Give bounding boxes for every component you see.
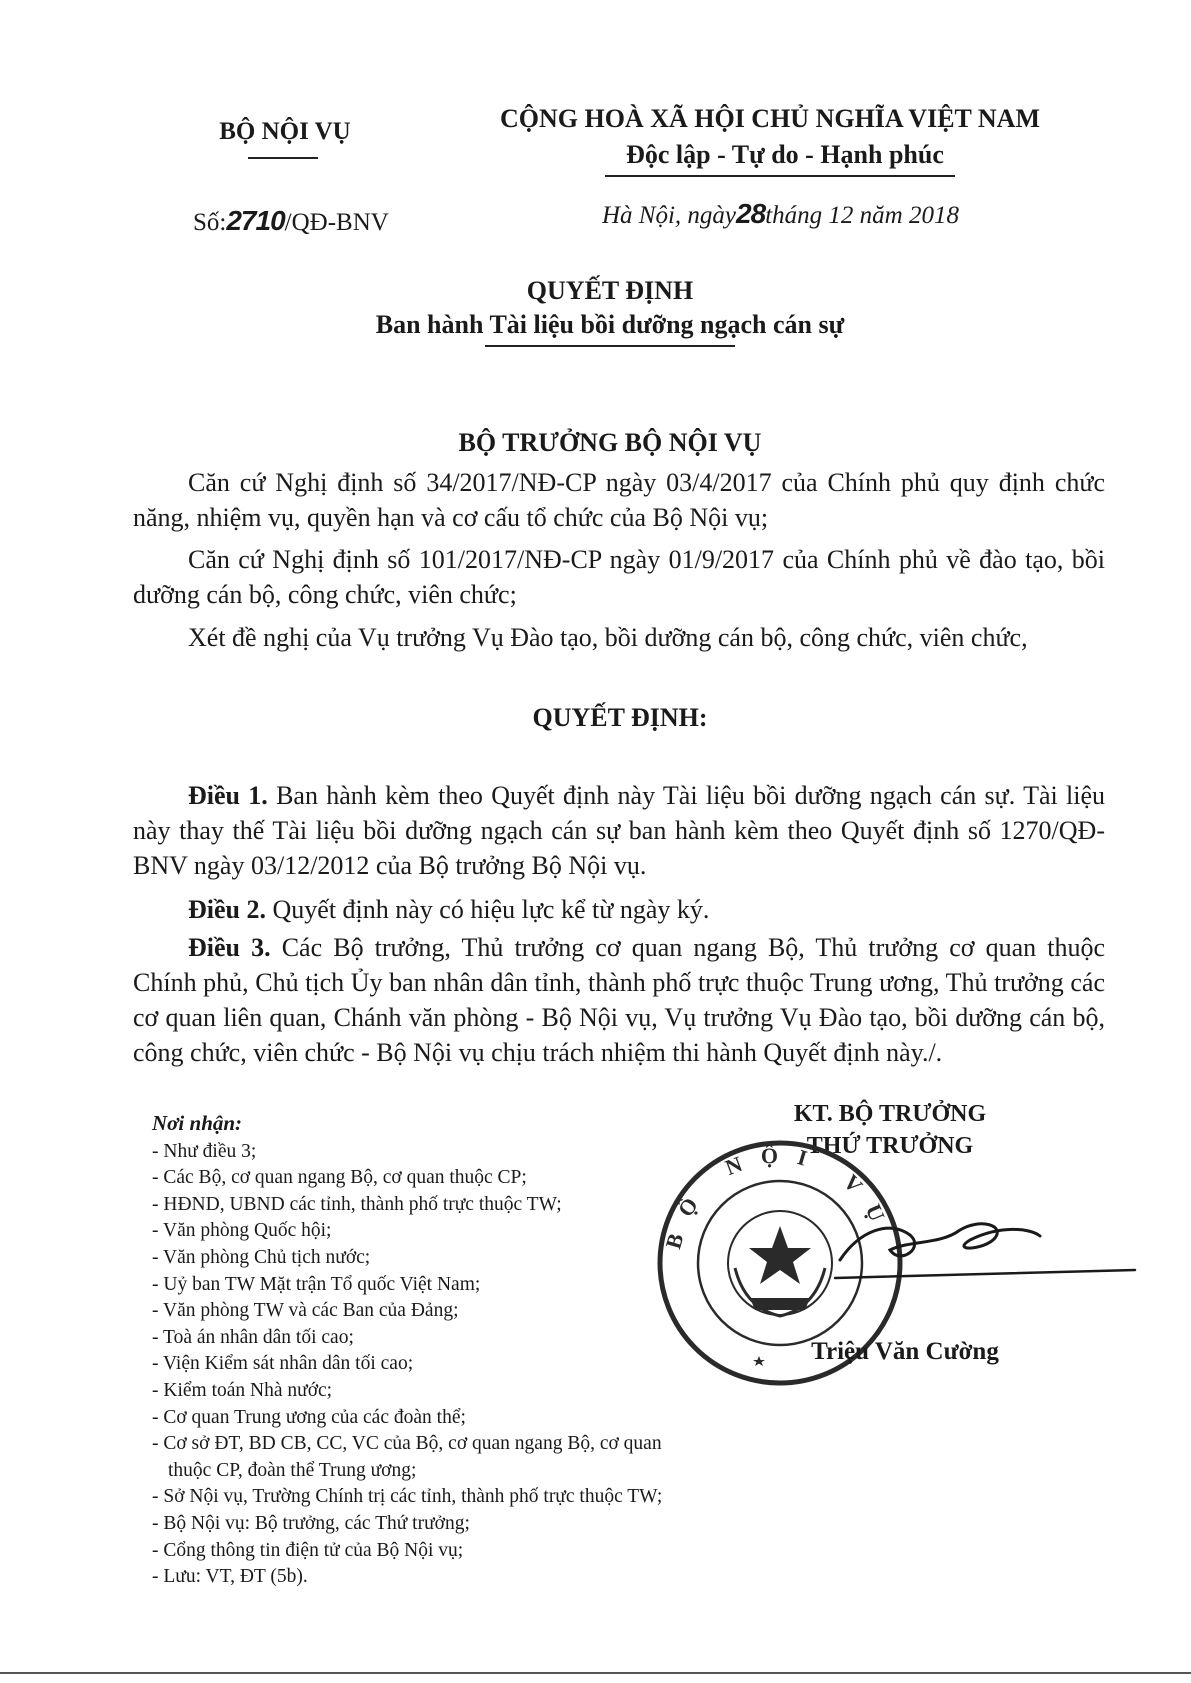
document-subtitle: Ban hành Tài liệu bồi dưỡng ngạch cán sự [375, 310, 845, 339]
recipient-item: - Cổng thông tin điện tử của Bộ Nội vụ; [152, 1539, 464, 1561]
agency-underline [248, 157, 318, 159]
preamble-paragraph [133, 542, 1105, 612]
preamble-text: Xét đề nghị của Vụ trưởng Vụ Đào tạo, bồi dưỡng cán bộ, công chức, viên chức, [188, 623, 1028, 652]
signature-title-line2: THỨ TRƯỞNG [806, 1133, 974, 1159]
preamble-paragraph [133, 620, 1105, 655]
signer-name: Triệu Văn Cường [811, 1338, 999, 1365]
preamble-text: Căn cứ Nghị định số 34/2017/NĐ-CP ngày 03/4/2017 của Chính phủ quy định chức năng, nhiệm vụ, quyền hạn và cơ cấu tổ chức của Bộ Nội vụ; [133, 468, 1105, 532]
place-and-date [602, 198, 959, 230]
article-text: Ban hành kèm theo Quyết định này Tài liệu bồi dưỡng ngạch cán sự. Tài liệu này thay thế Tài liệu bồi dưỡng ngạch cán sự ban hành kèm theo Quyết định số 1270/QĐ-BNV ngày 03/12/2012 của Bộ trưởng Bộ Nội vụ. [133, 781, 1106, 880]
issuing-authority: BỘ TRƯỞNG BỘ NỘI VỤ [458, 428, 762, 457]
article-text: Quyết định này có hiệu lực kể từ ngày ký. [266, 895, 710, 924]
article-label: Điều 1. [188, 781, 268, 810]
scan-edge-line [0, 1672, 1191, 1674]
place-date-day: 28 [736, 198, 766, 229]
article-label: Điều 3. [188, 933, 271, 962]
preamble-paragraph [133, 465, 1105, 535]
place-date-prefix: Hà Nội, ngày [602, 202, 737, 229]
recipients-list [152, 1139, 672, 1591]
recipients-block [152, 1110, 672, 1591]
recipient-item: - Bộ Nội vụ: Bộ trưởng, các Thứ trưởng; [152, 1512, 470, 1534]
recipient-item: - Như điều 3; [152, 1140, 257, 1162]
national-motto: Độc lập - Tự do - Hạnh phúc [626, 140, 944, 169]
handwritten-signature-icon [830, 1190, 1140, 1300]
document-number [193, 205, 389, 237]
place-date-suffix: tháng 12 năm 2018 [765, 202, 959, 229]
recipient-item: - Văn phòng Chủ tịch nước; [152, 1246, 371, 1268]
recipient-item: - Các Bộ, cơ quan ngang Bộ, cơ quan thuộc CP; [152, 1167, 527, 1189]
recipient-item: - Cơ sở ĐT, BD CB, CC, VC của Bộ, cơ quan ngang Bộ, cơ quan thuộc CP, đoàn thể Trung ương; [152, 1433, 662, 1481]
doc-number-suffix: /QĐ-BNV [284, 209, 389, 236]
recipient-item: - Lưu: VT, ĐT (5b). [152, 1566, 308, 1588]
article-label: Điều 2. [188, 895, 266, 924]
document-title: QUYẾT ĐỊNH [526, 276, 694, 305]
national-title: CỘNG HOÀ XÃ HỘI CHỦ NGHĨA VIỆT NAM [499, 104, 1041, 133]
recipients-title: Nơi nhận: [152, 1111, 243, 1135]
recipient-item: - Văn phòng Quốc hội; [152, 1220, 332, 1242]
subtitle-underline [485, 345, 735, 347]
signature-title-line1: KT. BỘ TRƯỞNG [793, 1101, 987, 1127]
decision-heading: QUYẾT ĐỊNH: [532, 703, 708, 732]
preamble-text: Căn cứ Nghị định số 101/2017/NĐ-CP ngày 01/9/2017 của Chính phủ về đào tạo, bồi dưỡng cán bộ, công chức, viên chức; [133, 545, 1105, 609]
article-2 [133, 892, 1105, 927]
article-text: Các Bộ trưởng, Thủ trưởng cơ quan ngang Bộ, Thủ trưởng cơ quan thuộc Chính phủ, Chủ tịch Ủy ban nhân dân tỉnh, thành phố trực thuộc Trung ương, Thủ trưởng các cơ quan liên quan, Chánh văn phòng - Bộ Nội vụ, Vụ trưởng Vụ Đào tạo, bồi dưỡng cán bộ, công chức, viên chức - Bộ Nội vụ chịu trách nhiệm thi hành Quyết định này./. [133, 933, 1106, 1067]
motto-underline [605, 175, 955, 177]
issuing-agency: BỘ NỘI VỤ [219, 118, 351, 145]
recipient-item: - Uỷ ban TW Mặt trận Tổ quốc Việt Nam; [152, 1273, 481, 1295]
svg-text:BỘ NỘI VỤ: BỘ NỘI VỤ [660, 1142, 898, 1252]
recipient-item: - Văn phòng TW và các Ban của Đảng; [152, 1300, 459, 1322]
recipient-item: - Viện Kiểm sát nhân dân tối cao; [152, 1353, 414, 1375]
recipient-item: - Kiểm toán Nhà nước; [152, 1379, 333, 1401]
recipient-item: - HĐND, UBND các tỉnh, thành phố trực thuộc TW; [152, 1193, 562, 1215]
article-1 [133, 778, 1105, 883]
article-3 [133, 930, 1105, 1070]
recipient-item: - Sở Nội vụ, Trường Chính trị các tỉnh, thành phố trực thuộc TW; [152, 1486, 663, 1508]
doc-number-handwritten: 2710 [226, 205, 285, 236]
doc-number-prefix: Số: [193, 209, 227, 236]
recipient-item: - Toà án nhân dân tối cao; [152, 1326, 354, 1348]
recipient-item: - Cơ quan Trung ương của các đoàn thể; [152, 1406, 466, 1428]
